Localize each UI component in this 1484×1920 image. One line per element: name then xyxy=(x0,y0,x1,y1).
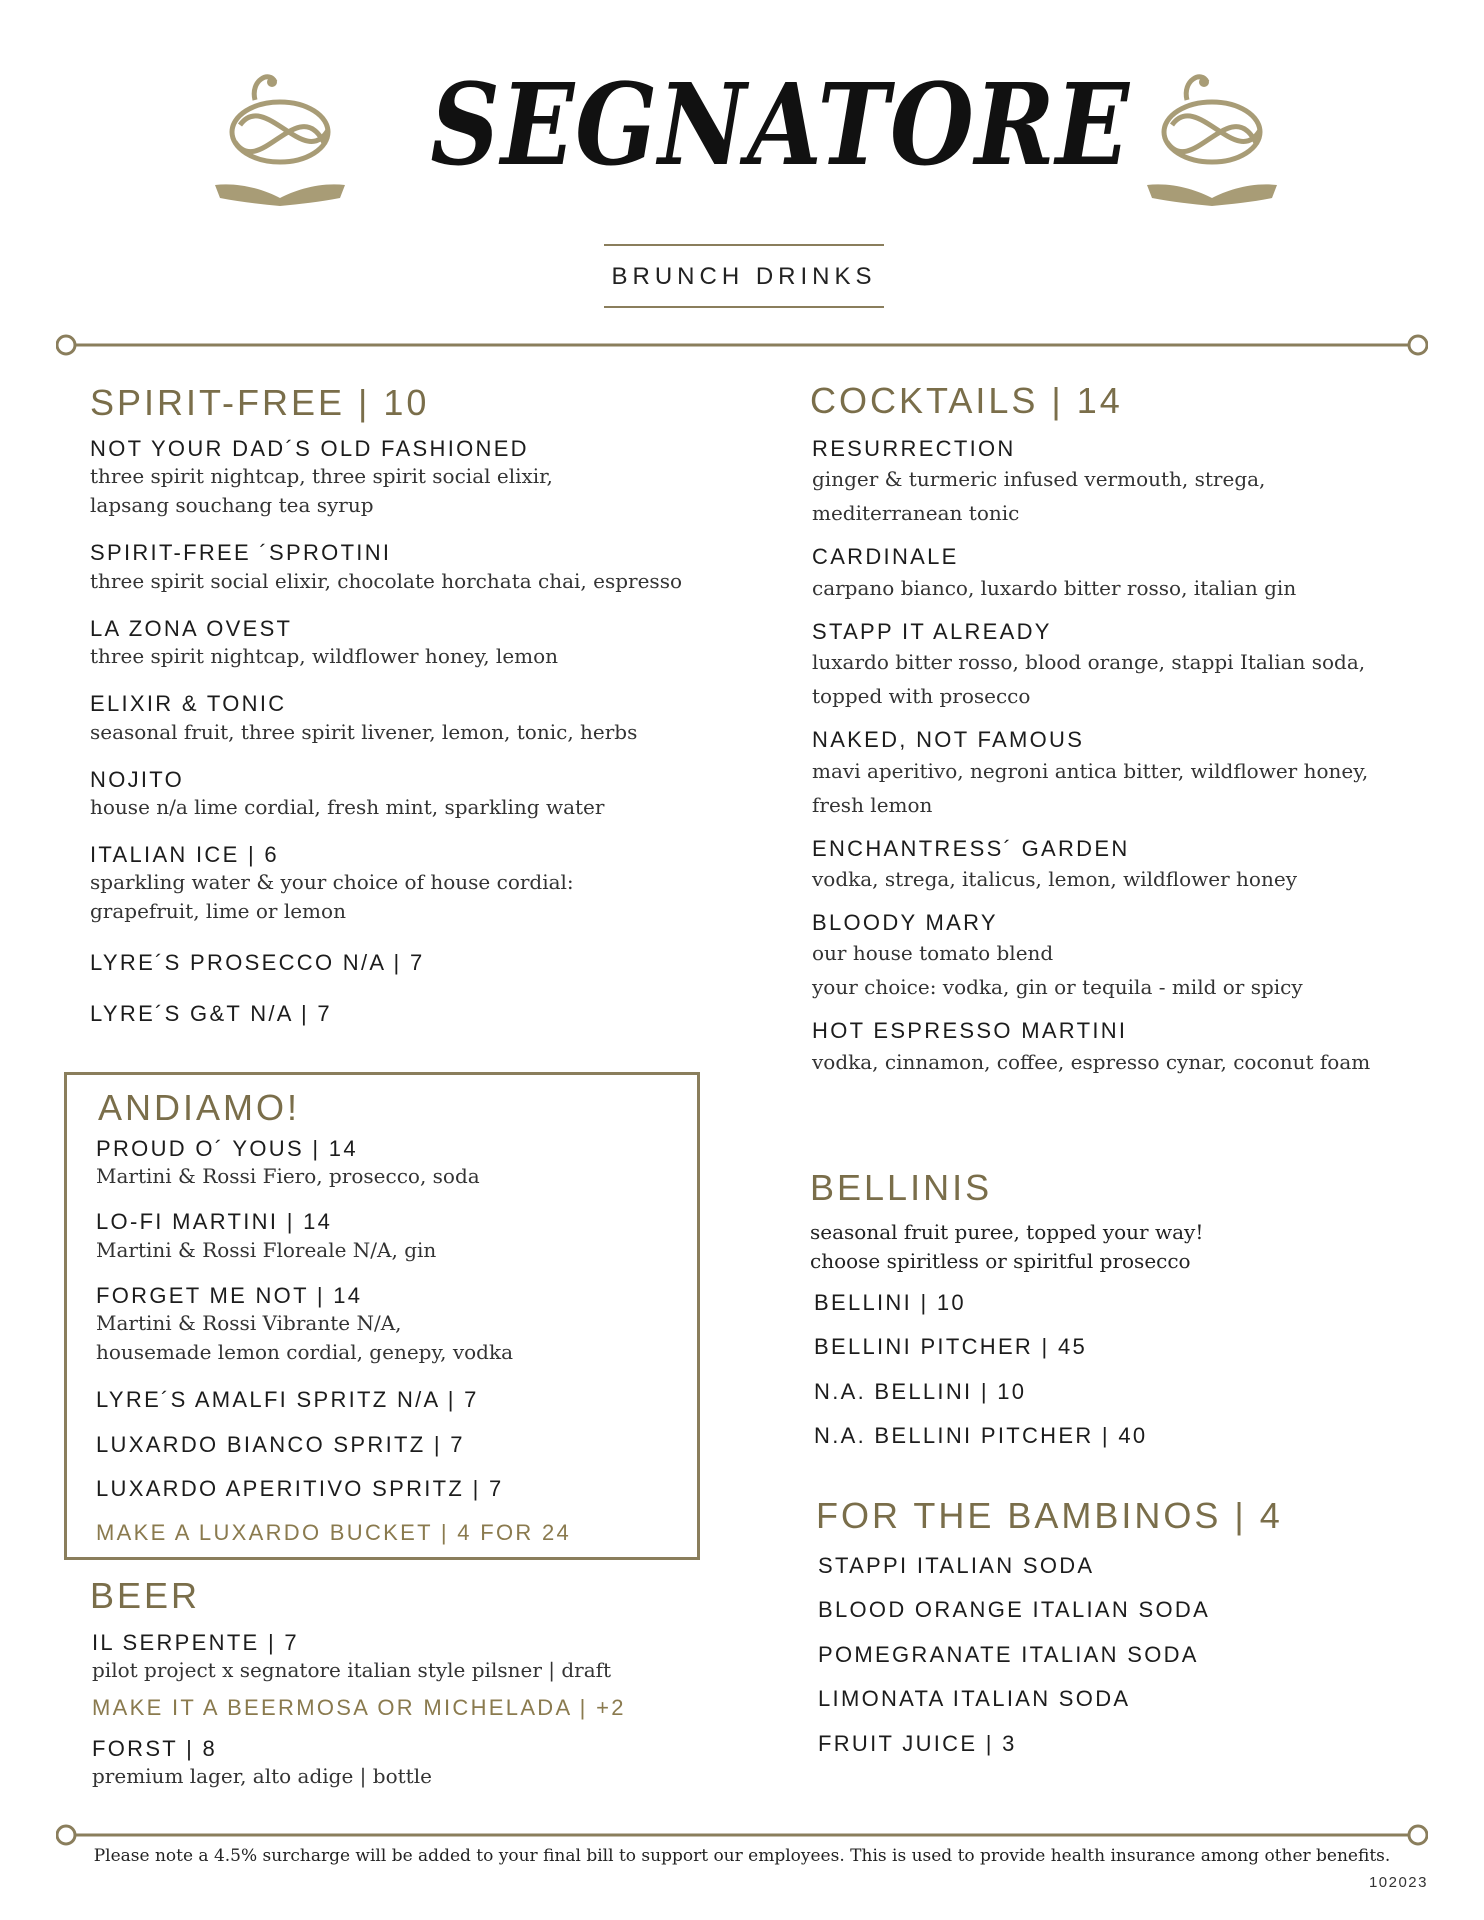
item-desc: sparkling water & your choice of house cordial: grapefruit, lime or lemon xyxy=(90,870,574,924)
item-desc: three spirit nightcap, three spirit social elixir, lapsang souchang tea syrup xyxy=(90,464,553,518)
subtitle-rule-bottom xyxy=(604,306,884,308)
item-name: LYRE´S G&T N/A | 7 xyxy=(90,1000,332,1026)
menu-item xyxy=(90,842,710,926)
menu-item xyxy=(96,1283,686,1367)
menu-subtitle: BRUNCH DRINKS xyxy=(611,263,877,290)
menu-item: BLOOD ORANGE ITALIAN SODA xyxy=(818,1597,1211,1623)
item-name: LYRE´S PROSECCO N/A | 7 xyxy=(90,950,425,976)
menu-item xyxy=(90,767,710,822)
item-name: IL SERPENTE | 7 xyxy=(92,1630,299,1655)
item-name: FORGET ME NOT | 14 xyxy=(96,1282,363,1308)
menu-item xyxy=(812,836,1452,896)
item-name: NAKED, NOT FAMOUS xyxy=(812,727,1085,753)
item-name: CARDINALE xyxy=(812,544,959,570)
cocktails-list xyxy=(812,436,1452,1101)
surcharge-note: Please note a 4.5% surcharge will be added to your final bill to support our employees. This is used to provide health insurance among other benefits. xyxy=(93,1846,1391,1866)
andiamo-title: ANDIAMO! xyxy=(98,1087,301,1128)
andiamo-list xyxy=(96,1136,686,1547)
beer-title: BEER xyxy=(90,1575,201,1616)
menu-code: 102023 xyxy=(1368,1874,1428,1891)
menu-item xyxy=(812,619,1452,713)
item-name: LO-FI MARTINI | 14 xyxy=(96,1209,333,1235)
menu-item xyxy=(90,436,710,520)
bambinos-title: FOR THE BAMBINOS | 4 xyxy=(816,1495,1283,1536)
luxardo-bucket-offer: MAKE A LUXARDO BUCKET | 4 FOR 24 xyxy=(96,1520,572,1546)
bellinis-title: BELLINIS xyxy=(810,1167,993,1208)
item-desc: our house tomato blend your choice: vodka, gin or tequila - mild or spicy xyxy=(812,941,1303,1000)
menu-item: LIMONATA ITALIAN SODA xyxy=(818,1686,1131,1712)
item-desc: mavi aperitivo, negroni antica bitter, wildflower honey, fresh lemon xyxy=(812,758,1369,817)
item-desc: seasonal fruit, three spirit livener, lemon, tonic, herbs xyxy=(90,719,638,744)
item-desc: three spirit social elixir, chocolate horchata chai, espresso xyxy=(90,568,682,593)
menu-item xyxy=(92,1736,702,1791)
menu-item: BELLINI PITCHER | 45 xyxy=(814,1334,1088,1360)
item-desc: luxardo bitter rosso, blood orange, stappi Italian soda, topped with prosecco xyxy=(812,650,1366,709)
item-name: FORST | 8 xyxy=(92,1735,218,1761)
item-desc: pilot project x segnatore italian style pilsner | draft xyxy=(92,1658,612,1683)
menu-item: N.A. BELLINI PITCHER | 40 xyxy=(814,1423,1148,1449)
menu-item xyxy=(96,1209,686,1264)
item-desc: Martini & Rossi Fiero, prosecco, soda xyxy=(96,1164,480,1189)
subtitle-block xyxy=(604,244,884,308)
menu-item xyxy=(812,727,1452,821)
item-name: NOT YOUR DAD´S OLD FASHIONED xyxy=(90,436,529,461)
menu-item xyxy=(812,436,1452,530)
item-name: NOJITO xyxy=(90,766,185,792)
beer-list xyxy=(92,1630,702,1813)
menu-item: POMEGRANATE ITALIAN SODA xyxy=(818,1641,1199,1667)
item-desc: three spirit nightcap, wildflower honey, lemon xyxy=(90,644,559,669)
item-desc: Martini & Rossi Floreale N/A, gin xyxy=(96,1237,437,1262)
bellinis-list xyxy=(810,1218,1450,1470)
spirit-free-title: SPIRIT-FREE | 10 xyxy=(90,382,430,423)
top-divider xyxy=(56,330,1428,360)
menu-item: BELLINI | 10 xyxy=(814,1290,966,1315)
menu-item: N.A. BELLINI | 10 xyxy=(814,1378,1027,1404)
menu-item: LUXARDO BIANCO SPRITZ | 7 xyxy=(96,1431,465,1457)
bambinos-list xyxy=(818,1553,1458,1777)
item-desc: carpano bianco, luxardo bitter rosso, italian gin xyxy=(812,575,1297,600)
beermosa-upsell: MAKE IT A BEERMOSA OR MICHELADA | +2 xyxy=(92,1695,626,1721)
item-desc: vodka, cinnamon, coffee, espresso cynar, coconut foam xyxy=(812,1049,1371,1074)
item-desc: ginger & turmeric infused vermouth, strega, mediterranean tonic xyxy=(812,467,1266,526)
menu-item: STAPPI ITALIAN SODA xyxy=(818,1553,1095,1578)
item-name: HOT ESPRESSO MARTINI xyxy=(812,1018,1128,1044)
item-name: PROUD O´ YOUS | 14 xyxy=(96,1136,358,1161)
cocktails-title: COCKTAILS | 14 xyxy=(810,380,1123,421)
bellinis-desc: seasonal fruit puree, topped your way! choose spiritless or spiritful prosecco xyxy=(810,1220,1204,1273)
menu-item: FRUIT JUICE | 3 xyxy=(818,1730,1017,1756)
item-desc: premium lager, alto adige | bottle xyxy=(92,1764,432,1789)
menu-item: LUXARDO APERITIVO SPRITZ | 7 xyxy=(96,1475,504,1501)
snake-hands-emblem-right-icon xyxy=(1142,70,1282,215)
menu-item xyxy=(90,616,710,671)
item-name: STAPP IT ALREADY xyxy=(812,618,1052,644)
item-name: ELIXIR & TONIC xyxy=(90,691,287,717)
item-desc: Martini & Rossi Vibrante N/A, housemade lemon cordial, genepy, vodka xyxy=(96,1311,514,1365)
item-name: ITALIAN ICE | 6 xyxy=(90,841,279,867)
menu-item xyxy=(812,910,1452,1004)
item-name: RESURRECTION xyxy=(812,436,1016,461)
item-name: LA ZONA OVEST xyxy=(90,615,293,641)
menu-item xyxy=(90,540,710,595)
item-desc: house n/a lime cordial, fresh mint, sparkling water xyxy=(90,794,605,819)
menu-item xyxy=(812,544,1452,604)
bellinis-items xyxy=(810,1290,1450,1450)
brand-title: SEGNATORE xyxy=(430,60,1130,191)
item-name: SPIRIT-FREE ´SPROTINI xyxy=(90,540,392,566)
spirit-free-list xyxy=(90,436,710,1027)
item-name: ENCHANTRESS´ GARDEN xyxy=(812,835,1130,861)
menu-item xyxy=(812,1018,1452,1078)
menu-item xyxy=(92,1630,702,1685)
item-name: BLOODY MARY xyxy=(812,909,998,935)
menu-item xyxy=(96,1136,686,1191)
menu-item: LYRE´S AMALFI SPRITZ N/A | 7 xyxy=(96,1387,479,1413)
snake-hands-emblem-left-icon xyxy=(210,70,350,215)
menu-item xyxy=(90,691,710,746)
item-desc: vodka, strega, italicus, lemon, wildflower honey xyxy=(812,866,1297,891)
